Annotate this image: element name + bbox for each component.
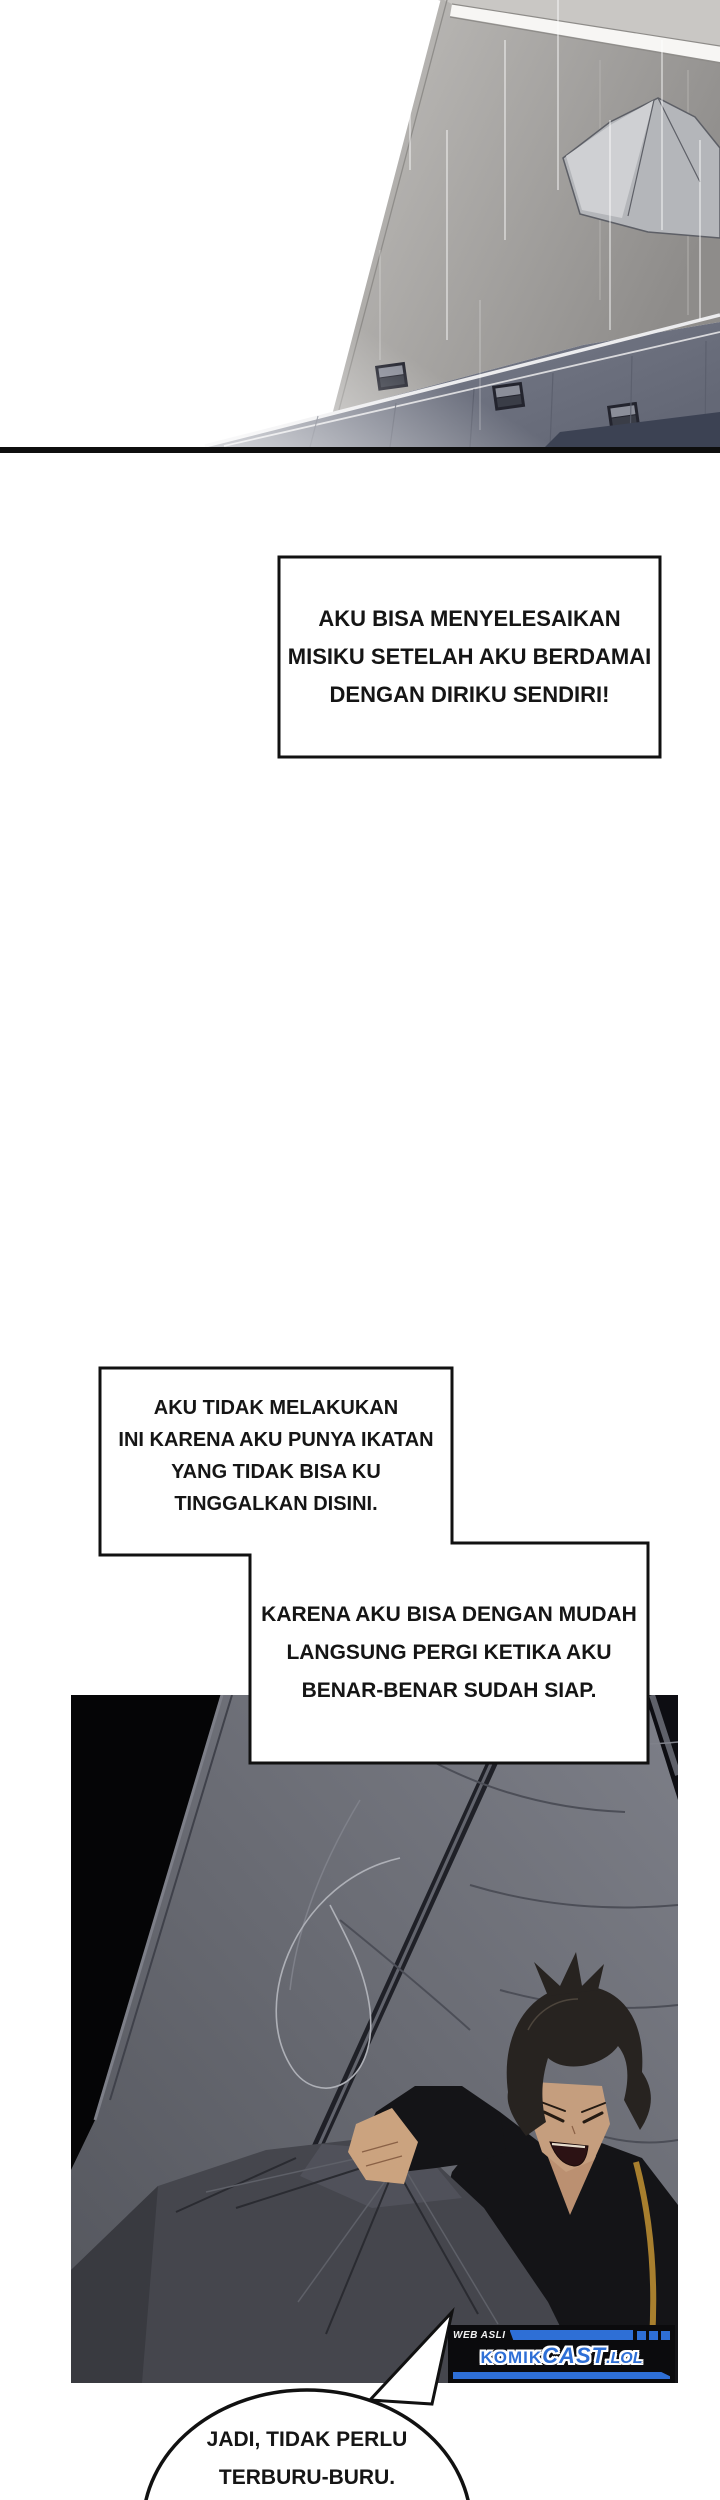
speech-line: JADI, TIDAK PERLU [206, 2428, 408, 2451]
watermark-badge [448, 2325, 675, 2383]
speech-bubble-4-text [150, 2418, 464, 2500]
speech-box-3-text [253, 1546, 645, 1760]
watermark-bottom-bar [453, 2372, 670, 2379]
watermark-top-row [453, 2328, 670, 2342]
speech-line: INI KARENA AKU PUNYA IKATAN [118, 1429, 434, 1451]
speech-line: YANG TIDAK BISA KU [171, 1461, 381, 1483]
watermark-square [661, 2331, 670, 2340]
speech-box-2-text [103, 1371, 449, 1541]
speech-line: MISIKU SETELAH AKU BERDAMAI [287, 644, 652, 669]
speech-line: AKU BISA MENYELESAIKAN [318, 606, 621, 631]
speech-box-1-text [282, 560, 657, 754]
speech-line: LANGSUNG PERGI KETIKA AKU [286, 1641, 612, 1664]
speech-line: KARENA AKU BISA DENGAN MUDAH [261, 1603, 637, 1626]
watermark-site-name [453, 2343, 670, 2369]
watermark-tagline: WEB ASLI [453, 2329, 506, 2341]
light-fade-overlay [0, 0, 720, 447]
watermark-squares [637, 2331, 670, 2340]
watermark-name-komik: KOMIK [480, 2347, 543, 2367]
speech-line: AKU TIDAK MELAKUKAN [153, 1397, 399, 1419]
top-panel-illustration [0, 0, 720, 447]
speech-line: TERBURU-BURU. [218, 2466, 396, 2489]
watermark-square [637, 2331, 646, 2340]
watermark-name-lol: .LOL [606, 2349, 643, 2367]
speech-line: TINGGALKAN DISINI. [174, 1493, 378, 1515]
watermark-square [649, 2331, 658, 2340]
watermark-name-cast: CAST [542, 2342, 607, 2368]
speech-line: BENAR-BENAR SUDAH SIAP. [301, 1679, 597, 1702]
speech-line: DENGAN DIRIKU SENDIRI! [329, 682, 610, 707]
tent-panel-illustration [71, 1695, 678, 2383]
watermark-bar [510, 2330, 633, 2340]
top-panel-border-line [0, 447, 720, 453]
